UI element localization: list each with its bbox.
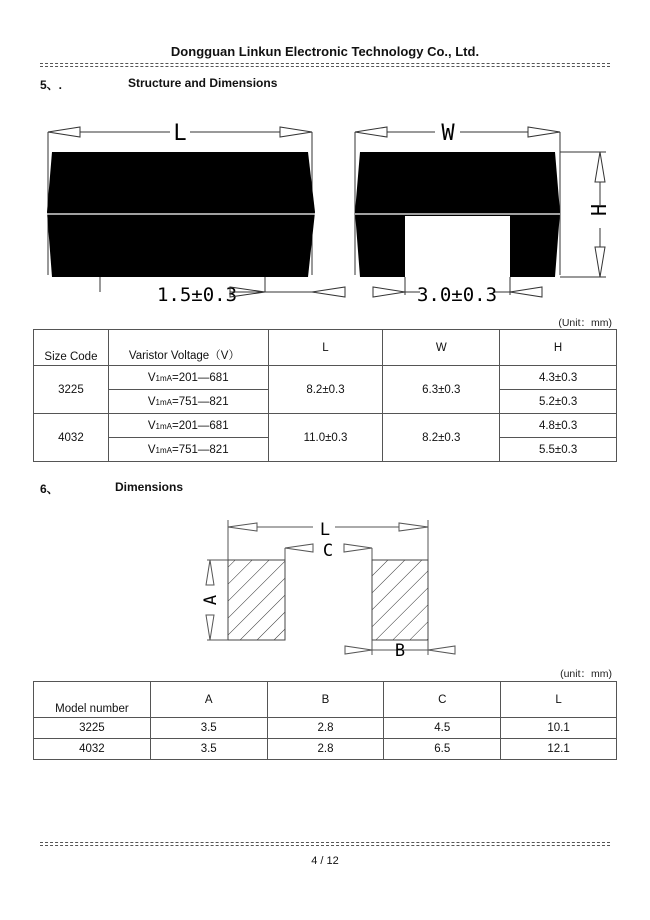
page-number: 4 / 12 [311,855,339,867]
table-row [34,718,617,739]
c-label: C [322,541,334,561]
model-cell: 3225 [34,718,151,739]
b-label: B [394,641,406,660]
land-pattern-drawing [195,515,465,660]
voltage-cell: V1mA=751—821 [108,390,268,414]
company-name: Dongguan Linkun Electronic Technology Co., Ltd. [170,44,480,59]
header-model-number: Model number [34,682,151,718]
width-label: W [441,121,455,146]
table-row [34,739,617,760]
w-cell: 6.3±0.3 [383,366,500,414]
height-label: H [587,203,611,217]
section6-unit: (unit：mm) [560,668,612,680]
b-cell: 2.8 [267,739,384,760]
table-row [34,366,617,390]
section5-number: 5、. [40,78,63,92]
l-cell: 11.0±0.3 [268,414,383,462]
header-a: A [150,682,267,718]
l-cell: 8.2±0.3 [268,366,383,414]
l-label: L [319,520,331,540]
header-l: L [268,330,383,366]
footer-divider [40,842,610,846]
c-cell: 4.5 [384,718,501,739]
width-view [355,121,611,306]
dim-left-label: 1.5±0.3 [156,284,238,306]
b-cell: 2.8 [267,718,384,739]
structure-table [33,329,617,462]
header-b: B [267,682,384,718]
section6-number: 6、 [40,482,59,496]
l-cell: 10.1 [501,718,617,739]
h-cell: 5.2±0.3 [500,390,617,414]
h-cell: 4.3±0.3 [500,366,617,390]
header-h: H [500,330,617,366]
dimensions-table [33,681,617,760]
structure-drawing [40,110,620,310]
header-l: L [501,682,617,718]
l-cell: 12.1 [501,739,617,760]
voltage-cell: V1mA=751—821 [108,438,268,462]
header-size-code: Size Code [34,330,109,366]
voltage-cell: V1mA=201—681 [108,414,268,438]
h-cell: 4.8±0.3 [500,414,617,438]
voltage-cell: V1mA=201—681 [108,366,268,390]
size-code-cell: 4032 [34,414,109,462]
c-cell: 6.5 [384,739,501,760]
dimensions-table-header [34,682,617,718]
header-w: W [383,330,500,366]
h-cell: 5.5±0.3 [500,438,617,462]
header-divider [40,63,610,67]
a-label: A [201,594,221,606]
length-view [47,121,345,306]
model-cell: 4032 [34,739,151,760]
section5-unit: (Unit：mm) [558,317,612,329]
size-code-cell: 3225 [34,366,109,414]
w-cell: 8.2±0.3 [383,414,500,462]
section6-title: Dimensions [115,480,184,494]
header-varistor-voltage: Varistor Voltage（V） [108,330,268,366]
structure-table-header [34,330,617,366]
a-cell: 3.5 [150,739,267,760]
a-cell: 3.5 [150,718,267,739]
section5-title: Structure and Dimensions [128,76,278,90]
table-row [34,414,617,438]
dim-right-label: 3.0±0.3 [416,284,498,306]
header-c: C [384,682,501,718]
length-label: L [173,121,187,146]
